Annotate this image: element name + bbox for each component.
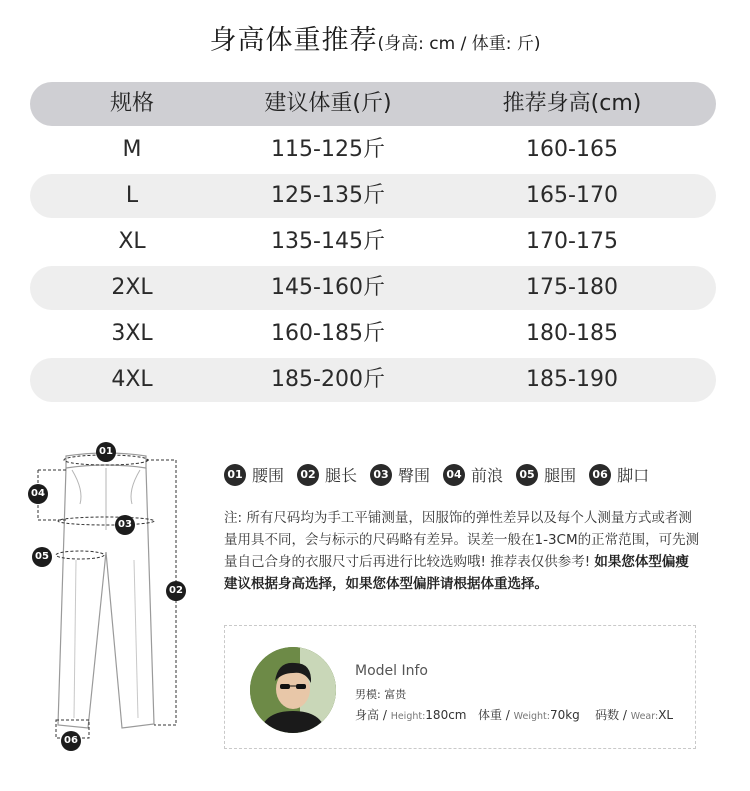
- model-photo-icon: [250, 647, 336, 733]
- cell-height: 175-180: [526, 275, 618, 300]
- legend-num: 02: [297, 464, 319, 486]
- title-sub: (身高: cm / 体重: 斤): [377, 34, 541, 54]
- table-row: [30, 312, 716, 356]
- table-row: [30, 220, 716, 264]
- cell-weight: 145-160斤: [271, 275, 385, 300]
- height-en: Height:: [390, 711, 426, 722]
- weight-en: Weight:: [513, 711, 550, 722]
- cell-height: 165-170: [526, 183, 618, 208]
- badge-01: 01: [96, 442, 116, 462]
- pants-outline-icon: [28, 440, 188, 760]
- header-weight: 建议体重(斤): [264, 91, 392, 116]
- cell-size: 3XL: [111, 321, 153, 346]
- legend-label: 腿长: [325, 466, 358, 485]
- cell-height: 185-190: [526, 367, 618, 392]
- cell-size: 2XL: [111, 275, 153, 300]
- legend-item: [370, 463, 430, 486]
- legend-label: 脚口: [617, 466, 650, 485]
- legend-num: 05: [516, 464, 538, 486]
- legend-label: 臀围: [398, 466, 431, 485]
- size-table: [30, 82, 716, 404]
- height-label: 身高 /: [355, 708, 391, 722]
- weight-value: 70kg: [549, 708, 580, 722]
- table-row: [30, 266, 716, 310]
- model-title: Model Info: [355, 663, 428, 679]
- cell-height: 170-175: [526, 229, 618, 254]
- height-value: 180cm: [425, 708, 467, 722]
- cell-size: 4XL: [111, 367, 153, 392]
- size-label: 码数 /: [595, 708, 631, 722]
- table-row: [30, 358, 716, 402]
- table-row: [30, 128, 716, 172]
- legend-num: 06: [589, 464, 611, 486]
- cell-weight: 125-135斤: [271, 183, 385, 208]
- note-strong: 如果您体型偏瘦建议根据身高选择，如果您体型偏胖请根据体重选择。: [224, 554, 689, 592]
- cell-weight: 115-125斤: [271, 137, 385, 162]
- model-name: 男模: 富贵: [355, 688, 407, 701]
- title-main: 身高体重推荐: [209, 25, 378, 56]
- page-title: [0, 18, 750, 57]
- legend-num: 03: [370, 464, 392, 486]
- legend-item: [443, 463, 503, 486]
- model-avatar: [250, 647, 336, 733]
- legend-item: [224, 463, 284, 486]
- cell-size: XL: [118, 229, 146, 254]
- legend-label: 前浪: [471, 466, 504, 485]
- cell-size: M: [122, 137, 142, 162]
- badge-06: 06: [61, 731, 81, 751]
- cell-weight: 135-145斤: [271, 229, 385, 254]
- model-info-card: [224, 625, 696, 749]
- cell-weight: 185-200斤: [271, 367, 385, 392]
- pants-diagram: [28, 440, 188, 760]
- header-height: 推荐身高(cm): [502, 91, 642, 116]
- badge-04: 04: [28, 484, 48, 504]
- cell-height: 160-165: [526, 137, 618, 162]
- legend-num: 01: [224, 464, 246, 486]
- header-size: 规格: [109, 91, 155, 116]
- legend-label: 腿围: [544, 466, 577, 485]
- legend-item: [589, 463, 649, 486]
- measurement-note: [224, 507, 702, 595]
- measurement-legend: [224, 463, 662, 486]
- table-row: [30, 174, 716, 218]
- legend-item: [297, 463, 357, 486]
- weight-label: 体重 /: [477, 708, 514, 722]
- table-header-row: [30, 82, 716, 126]
- model-stats: [355, 706, 673, 723]
- cell-height: 180-185: [526, 321, 618, 346]
- badge-03: 03: [115, 515, 135, 535]
- note-text: 注: 所有尺码均为手工平铺测量，因服饰的弹性差异以及每个人测量方式或者测量用具不同，会与标示的尺码略有差异。误差一般在1-3CM的正常范围，可先测量自己合身的衣服尺寸后再进行比较选购哦! 推荐表仅供参考!: [224, 510, 700, 570]
- legend-item: [516, 463, 576, 486]
- cell-weight: 160-185斤: [271, 321, 385, 346]
- size-value: XL: [658, 708, 674, 722]
- legend-label: 腰围: [252, 466, 285, 485]
- size-en: Wear:: [630, 711, 659, 722]
- badge-05: 05: [32, 547, 52, 567]
- cell-size: L: [125, 183, 139, 208]
- badge-02: 02: [166, 581, 186, 601]
- legend-num: 04: [443, 464, 465, 486]
